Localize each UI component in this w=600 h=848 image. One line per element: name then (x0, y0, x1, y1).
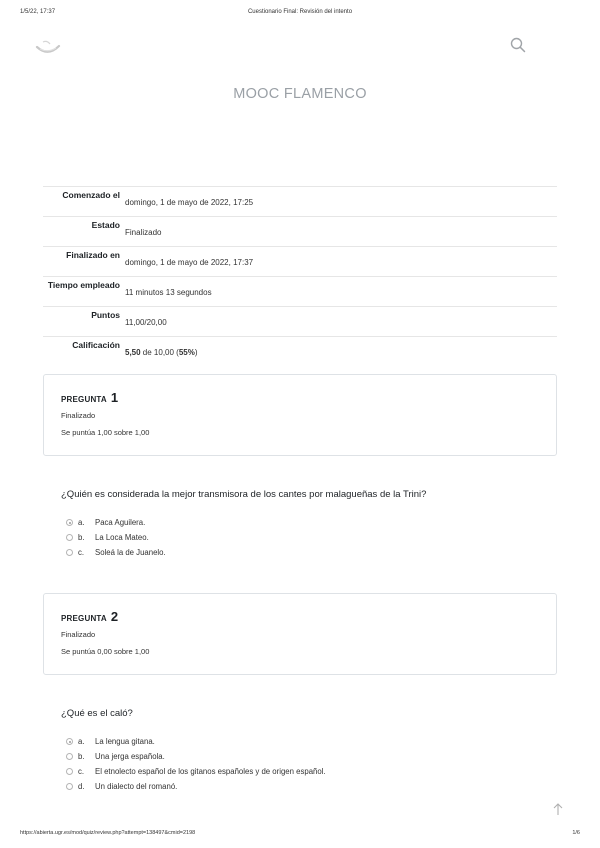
summary-label: Comenzado el (62, 190, 120, 200)
summary-label: Calificación (72, 340, 120, 350)
grade-close: ) (194, 348, 198, 357)
radio-button (66, 783, 73, 790)
summary-row-time-taken (43, 276, 557, 306)
question-info-card (43, 593, 557, 675)
question-number: 1 (110, 390, 119, 405)
question-grade: Se puntúa 1,00 sobre 1,00 (61, 428, 150, 437)
answer-letter: a. (78, 518, 85, 527)
summary-row-state (43, 216, 557, 246)
radio-button (66, 549, 73, 556)
logo-icon[interactable] (34, 38, 62, 56)
answer-list (66, 734, 326, 794)
answer-letter: b. (78, 533, 85, 542)
answer-letter: d. (78, 782, 85, 791)
radio-button (66, 768, 73, 775)
print-url: https://abierta.ugr.es/mod/quiz/review.php?attempt=138497&cmid=2198 (20, 830, 196, 836)
question-grade: Se puntúa 0,00 sobre 1,00 (61, 647, 150, 656)
answer-text: Una jerga española. (95, 752, 165, 761)
answer-list (66, 515, 166, 560)
question-info-card (43, 374, 557, 456)
answer-letter: a. (78, 737, 85, 746)
answer-option (66, 779, 326, 794)
answer-text: Un dialecto del romanó. (95, 782, 178, 791)
summary-value: domingo, 1 de mayo de 2022, 17:25 (125, 198, 254, 207)
summary-row-started (43, 186, 557, 216)
attempt-summary-table (43, 186, 557, 370)
answer-option (66, 734, 326, 749)
question-label: PREGUNTA (61, 614, 107, 623)
answer-text: La Loca Mateo. (95, 533, 149, 542)
summary-label: Estado (91, 220, 120, 230)
question-text: ¿Quién es considerada la mejor transmisora de los cantes por malagueñas de la Trini? (61, 489, 427, 500)
summary-row-points (43, 306, 557, 336)
summary-label: Tiempo empleado (47, 280, 120, 290)
answer-option (66, 530, 166, 545)
grade-percent: 55% (178, 348, 195, 357)
course-title: MOOC FLAMENCO (233, 86, 367, 102)
radio-button (66, 534, 73, 541)
question-state: Finalizado (61, 411, 96, 420)
search-icon[interactable] (510, 37, 526, 53)
summary-value: 11 minutos 13 segundos (125, 288, 212, 297)
grade-out-of: de 10,00 ( (140, 348, 179, 357)
summary-value: domingo, 1 de mayo de 2022, 17:37 (125, 258, 254, 267)
print-page-number: 1/6 (572, 830, 580, 836)
answer-letter: c. (78, 767, 85, 776)
answer-text: El etnolecto español de los gitanos españoles y de origen español. (95, 767, 326, 776)
summary-grade-value (120, 337, 198, 370)
question-state: Finalizado (61, 630, 96, 639)
answer-letter: b. (78, 752, 85, 761)
summary-value: Finalizado (125, 228, 162, 237)
summary-label: Puntos (91, 310, 120, 320)
answer-text: La lengua gitana. (95, 737, 155, 746)
summary-label: Finalizado en (66, 250, 120, 260)
question-number: 2 (110, 609, 119, 624)
arrow-up-icon[interactable] (552, 802, 564, 816)
radio-button-checked (66, 519, 73, 526)
print-timestamp: 1/5/22, 17:37 (20, 9, 56, 15)
radio-button-checked (66, 738, 73, 745)
grade-score: 5,50 (125, 348, 141, 357)
question-label: PREGUNTA (61, 395, 107, 404)
answer-option (66, 515, 166, 530)
print-header (20, 9, 580, 21)
answer-text: Soleá la de Juanelo. (95, 548, 166, 557)
question-text: ¿Qué es el caló? (61, 708, 133, 719)
answer-option (66, 545, 166, 560)
answer-letter: c. (78, 548, 85, 557)
summary-value: 11,00/20,00 (125, 318, 167, 327)
answer-option (66, 749, 326, 764)
summary-row-finished (43, 246, 557, 276)
radio-button (66, 753, 73, 760)
summary-row-grade (43, 336, 557, 370)
answer-option (66, 764, 326, 779)
print-doc-title: Cuestionario Final: Revisión del intento (247, 9, 353, 15)
answer-text: Paca Aguilera. (95, 518, 146, 527)
